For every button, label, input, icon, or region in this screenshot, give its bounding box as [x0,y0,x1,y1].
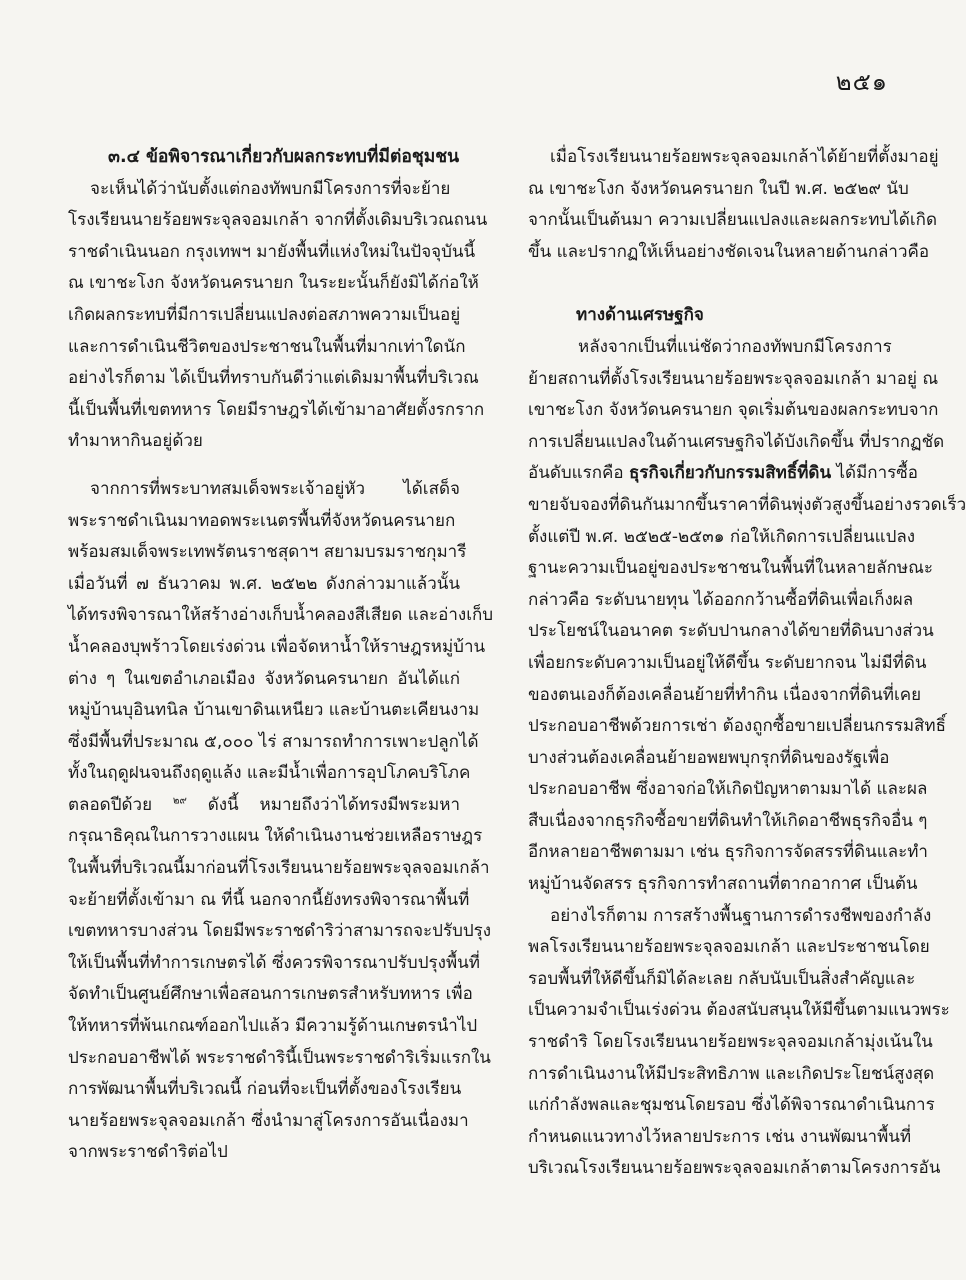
text-line: เมื่อโรงเรียนนายร้อยพระจุลจอมเกล้าได้ย้ายที่ตั้งมาอยู่ [550,147,939,167]
text-line: ราชดำริ โดยโรงเรียนนายร้อยพระจุลจอมเกล้ามุ่งเน้นใน [528,1032,933,1053]
text-line: พลโรงเรียนนายร้อยพระจุลจอมเกล้า และประชาชนโดย [528,937,930,958]
text-line: ซึ่งมีพื้นที่ประมาณ ๕,๐๐๐ ไร่ สามารถทำการเพาะปลูกได้ [68,731,479,752]
text-line: ประกอบอาชีพด้วยการเช่า ต้องถูกซื้อขายเปลี่ยนกรรมสิทธิ์ [528,716,946,737]
text-line: กำหนดแนวทางไว้หลายประการ เช่น งานพัฒนาพื้นที่ [528,1126,912,1147]
text-line: จากพระราชดำริต่อไป [68,1142,228,1163]
text-line: กล่าวคือ ระดับนายทุน ได้ออกกว้านซื้อที่ดินเพื่อเก็งผล [528,589,914,610]
text-line: เมื่อวันที่ ๗ ธันวาคม พ.ศ. ๒๕๒๒ ดังกล่าวมาแล้วนั้น [68,573,460,594]
text-line: นี้เป็นพื้นที่เขตทหาร โดยมีราษฎรได้เข้ามาอาศัยตั้งรกราก [68,399,485,420]
text-line: ประโยชน์ในอนาคต ระดับปานกลางได้ขายที่ดินบางส่วน [528,621,934,642]
bold-line-start: อันดับแรกคือ [528,463,630,484]
text-line: จะย้ายที่ตั้งเข้ามา ณ ที่นี้ นอกจากนี้ยังทรงพิจารณาพื้นที่ [68,889,470,910]
paragraph-2 [528,901,950,1185]
text-line: ฐานะความเป็นอยู่ของประชาชนในพื้นที่ในหลายลักษณะ [528,558,933,579]
economic-subheading: ทางด้านเศรษฐกิจ [576,305,704,326]
text-line: บริเวณโรงเรียนนายร้อยพระจุลจอมเกล้าตามโครงการอัน [528,1158,941,1179]
text-line: เขตทหารบางส่วน โดยมีพระราชดำริว่าสามารถจะปรับปรุง [68,921,492,942]
text-line: อีกหลายอาชีพตามมา เช่น ธุรกิจการจัดสรรที่ดินและทำ [528,842,928,863]
text-line: ประกอบอาชีพได้ พระราชดำรินี้เป็นพระราชดำริเริ่มแรกใน [68,1047,491,1068]
text-line: เป็นความจำเป็นเร่งด่วน ต้องสนับสนุนให้มีขึ้นตามแนวพระ [528,1000,950,1021]
footnote-line-start: ตลอดปีด้วย [68,794,153,815]
economic-paragraph [528,332,966,901]
text-line: ขึ้น และปรากฏให้เห็นอย่างชัดเจนในหลายด้านกล่าวคือ [528,241,930,262]
text-line: และการดำเนินชีวิตของประชาชนในพื้นที่มากเท่าใดนัก [68,336,466,357]
text-line: ของตนเองก็ต้องเคลื่อนย้ายที่ทำกิน เนื่องจากที่ดินที่เคย [528,684,922,705]
text-line: ตั้งแต่ปี พ.ศ. ๒๕๒๕-๒๕๓๑ ก่อให้เกิดการเปลี่ยนแปลง [528,526,916,547]
right-column [528,142,966,1185]
text-line: จะเห็นได้ว่านับตั้งแต่กองทัพบกมีโครงการที่จะย้าย [90,178,451,199]
section-heading: ๓.๔ ข้อพิจารณาเกี่ยวกับผลกระทบที่มีต่อชุมชน [108,147,460,167]
footnote-line-end: ดังนี้ หมายถึงว่าได้ทรงมีพระมหา [207,794,461,815]
text-line: อย่างไรก็ตาม ได้เป็นที่ทราบกันดีว่าแต่เดิมมาพื้นที่บริเวณ [68,368,479,389]
left-column [68,142,494,1169]
text-line: หลังจากเป็นที่แน่ชัดว่ากองทัพบกมีโครงการ [578,336,892,357]
text-line-with-bold [528,458,918,490]
text-line: น้ำคลองบุพร้าวโดยเร่งด่วน เพื่อจัดหาน้ำให้ราษฎรหมู่บ้าน [68,636,486,657]
bold-line-end: ได้มีการซื้อ [831,463,918,484]
text-line: จากนั้นเป็นต้นมา ความเปลี่ยนแปลงและผลกระทบได้เกิด [528,210,937,231]
text-line: ณ เขาชะโงก จังหวัดนครนายก ในปี พ.ศ. ๒๕๒๙ นับ [528,178,909,199]
text-line: ได้ทรงพิจารณาให้สร้างอ่างเก็บน้ำคลองสีเสียด และอ่างเก็บ [68,605,494,626]
page-number: ๒๕๑ [835,68,888,96]
text-line: ณ เขาชะโงก จังหวัดนครนายก ในระยะนั้นก็ยังมิได้ก่อให้ [68,273,479,294]
text-line: นายร้อยพระจุลจอมเกล้า ซึ่งนำมาสู่โครงการอันเนื่องมา [68,1110,469,1131]
text-line: ย้ายสถานที่ตั้งโรงเรียนนายร้อยพระจุลจอมเกล้า มาอยู่ ณ [528,368,939,389]
paragraph-1 [68,174,488,458]
text-line: การดำเนินงานให้มีประสิทธิภาพ และเกิดประโยชน์สูงสุด [528,1063,935,1084]
text-line-with-footnote [68,790,460,822]
text-line: ในพื้นที่บริเวณนี้มาก่อนที่โรงเรียนนายร้อยพระจุลจอมเกล้า [68,858,490,879]
paragraph-2 [68,474,494,1169]
text-line: สืบเนื่องจากธุรกิจซื้อขายที่ดินทำให้เกิดอาชีพธุรกิจอื่น ๆ [528,810,928,831]
text-line: จัดทำเป็นศูนย์ศึกษาเพื่อสอนการเกษตรสำหรับทหาร เพื่อ [68,984,473,1005]
text-line: รอบพื้นที่ให้ดีขึ้นก็มิได้ละเลย กลับนับเป็นสิ่งสำคัญและ [528,968,916,989]
text-line: เขาชะโงก จังหวัดนครนายก จุดเริ่มต้นของผลกระทบจาก [528,400,939,421]
text-line: ให้ทหารที่พ้นเกณฑ์ออกไปแล้ว มีความรู้ด้านเกษตรนำไป [68,1016,478,1037]
text-line: ต่าง ๆ ในเขตอำเภอเมือง จังหวัดนครนายก อันได้แก่ [68,668,460,689]
text-line: พร้อมสมเด็จพระเทพรัตนราชสุดาฯ สยามบรมราชกุมารี [68,542,467,563]
text-line: ขายจับจองที่ดินกันมากขึ้นราคาที่ดินพุ่งตัวสูงขึ้นอย่างรวดเร็ว [528,494,966,515]
text-line: บางส่วนต้องเคลื่อนย้ายอพยพบุกรุกที่ดินของรัฐเพื่อ [528,747,890,768]
text-line: การพัฒนาพื้นที่บริเวณนี้ ก่อนที่จะเป็นที่ตั้งของโรงเรียน [68,1079,462,1100]
bold-term: ธุรกิจเกี่ยวกับกรรมสิทธิ์ที่ดิน [629,463,832,484]
text-line: แก่กำลังพลและชุมชนโดยรอบ ซึ่งได้พิจารณาดำเนินการ [528,1095,935,1116]
text-line: ให้เป็นพื้นที่ทำการเกษตรได้ ซึ่งควรพิจารณาปรับปรุงพื้นที่ [68,952,480,973]
intro-paragraph [528,142,939,268]
text-line: อย่างไรก็ตาม การสร้างพื้นฐานการดำรงชีพของกำลัง [550,905,932,926]
text-line: ประกอบอาชีพ ซึ่งอาจก่อให้เกิดปัญหาตามมาได้ และผล [528,779,928,800]
text-line: ราชดำเนินนอก กรุงเทพฯ มายังพื้นที่แห่งใหม่ในปัจจุบันนี้ [68,241,476,262]
text-line: หมู่บ้านจัดสรร ธุรกิจการทำสถานที่ตากอากาศ เป็นต้น [528,874,918,895]
text-line: พระราชดำเนินมาทอดพระเนตรพื้นที่จังหวัดนครนายก [68,510,456,531]
paragraph-gap [68,458,460,474]
text-line: เกิดผลกระทบที่มีการเปลี่ยนแปลงต่อสภาพความเป็นอยู่ [68,304,461,325]
text-line: ทำมาหากินอยู่ด้วย [68,431,203,452]
text-line: การเปลี่ยนแปลงในด้านเศรษฐกิจได้บังเกิดขึ้น ที่ปรากฏชัด [528,431,945,452]
text-line: จากการที่พระบาทสมเด็จพระเจ้าอยู่หัว ได้เสด็จ [90,478,460,499]
text-line: ทั้งในฤดูฝนจนถึงฤดูแล้ง และมีน้ำเพื่อการอุปโภคบริโภค [68,763,471,784]
text-line: เพื่อยกระดับความเป็นอยู่ให้ดีขึ้น ระดับยากจน ไม่มีที่ดิน [528,652,927,673]
text-line: กรุณาธิคุณในการวางแผน ให้ดำเนินงานช่วยเหลือราษฎร [68,826,483,847]
footnote-marker: ๒๙ [172,795,187,807]
text-line: หมู่บ้านบุอินทนิล บ้านเขาดินเหนียว และบ้านตะเคียนงาม [68,700,480,721]
text-line: โรงเรียนนายร้อยพระจุลจอมเกล้า จากที่ตั้งเดิมบริเวณถนน [68,210,488,231]
